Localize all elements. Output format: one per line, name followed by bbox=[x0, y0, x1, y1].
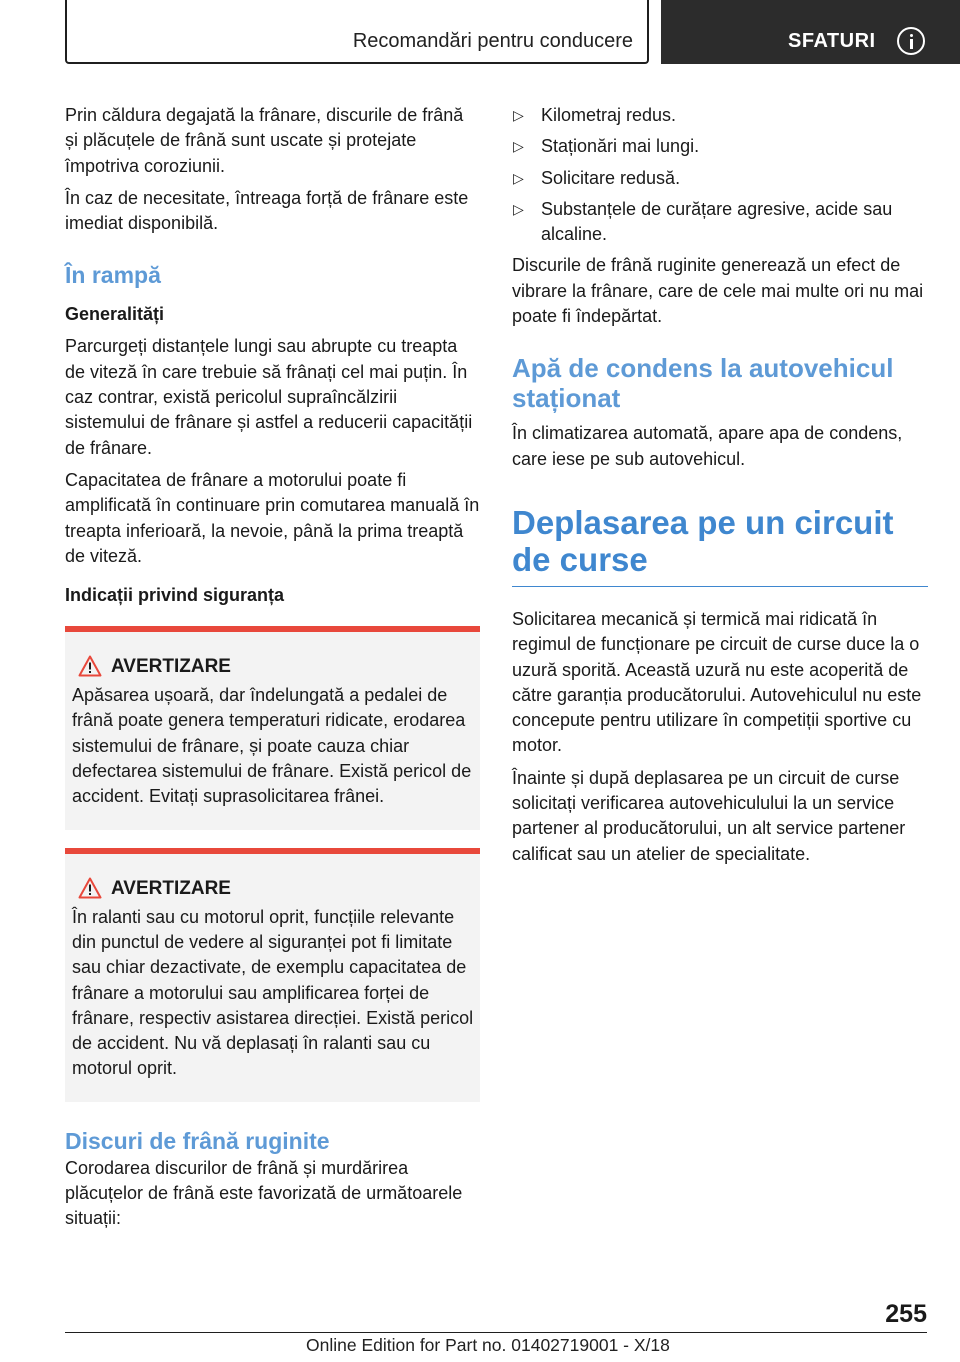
paragraph: Parcurgeți distanțele lungi sau abrupte cu treapta de viteză în care trebuie să frânați cel mai puțin. În caz contrar, există pericolul supraîncălzirii sistemului de frânare și astfel a reducerii capacității de frânare. bbox=[65, 336, 473, 458]
warning-triangle-icon bbox=[78, 655, 102, 677]
warning-box bbox=[65, 626, 480, 829]
heading-rusty-discs: Discuri de frână ruginite bbox=[65, 1127, 330, 1154]
footer-edition: Online Edition for Part no. 01402719001 - X/18 bbox=[306, 1335, 670, 1355]
right-column bbox=[512, 103, 928, 874]
paragraph: În caz de necesitate, întreaga forță de frânare este imediat disponibilă. bbox=[65, 187, 469, 234]
paragraph: Solicitarea mecanică și termică mai ridicată în regimul de funcționare pe circuit de curse duce la o uzură sporită. Această uzură nu este acoperită de către garanția producătorului. Autovehiculul nu este concepute pentru utilizare în competiții sportive cu motor. bbox=[512, 608, 922, 756]
paragraph: Discurile de frână ruginite generează un efect de vibrare la frânare, care de cele mai multe ori nu mai poate fi îndepărtat. bbox=[512, 255, 924, 327]
heading-ramp: În rampă bbox=[65, 262, 161, 289]
paragraph: Capacitatea de frânare a motorului poate fi amplificată în continuare prin comutarea manuală în treapta inferioară, la nevoie, până la prima treaptă de viteză. bbox=[65, 469, 480, 566]
header-chapter-tab bbox=[661, 0, 960, 64]
paragraph: Prin căldura degajată la frânare, discurile de frână și plăcuțele de frână sunt uscate și protejate împotriva coroziunii. bbox=[65, 105, 464, 176]
paragraph: În climatizarea automată, apare apa de condens, care iese pe sub autovehicul. bbox=[512, 423, 903, 469]
warning-triangle-icon bbox=[78, 877, 102, 899]
triangle-bullet-icon: ▷ bbox=[513, 138, 524, 155]
section-title: Recomandări pentru conducere bbox=[352, 30, 633, 52]
chapter-title: SFATURI bbox=[788, 30, 876, 52]
heading-race-track: Deplasarea pe un circuit de curse bbox=[512, 504, 928, 587]
warning-title: AVERTIZARE bbox=[72, 876, 474, 902]
left-column bbox=[65, 103, 480, 1239]
list-item: ▷ Substanțele de curățare agresive, acide sau alcaline. bbox=[513, 198, 893, 245]
info-icon bbox=[897, 27, 925, 55]
heading-general: Generalități bbox=[65, 304, 165, 325]
heading-safety: Indicații privind siguranța bbox=[65, 585, 285, 606]
warning-text: Apăsarea ușoară, dar îndelungată a pedalei de frână poate genera temperaturi ridicate, erodarea sistemului de frânare, și poate cauza chiar defectarea sistemului de frânare. Există pericol de accident. Evitați suprasolicitarea frânei. bbox=[72, 685, 472, 807]
heading-condensation: Apă de condens la autovehicul staționat bbox=[512, 353, 894, 414]
list-item: ▷ Kilometraj redus. bbox=[512, 103, 928, 128]
header-section-tab bbox=[65, 0, 649, 64]
warning-text: În ralanti sau cu motorul oprit, funcțiile relevante din punctul de vedere al siguranței pot fi limitate sau chiar dezactivate, de exemplu capacitatea de frânare a motorului sau amplificarea forței de frânare, respectiv asistarea direcției. Există pericol de accident. Nu vă deplasați în ralanti sau cu motorul oprit. bbox=[72, 906, 474, 1079]
list-item: ▷ Solicitare redusă. bbox=[512, 166, 928, 191]
list-item: ▷ Staționări mai lungi. bbox=[512, 134, 928, 159]
page-number: 255 bbox=[885, 1300, 927, 1328]
warning-box bbox=[65, 848, 480, 1102]
triangle-bullet-icon: ▷ bbox=[513, 200, 524, 217]
bullet-list bbox=[512, 103, 928, 247]
paragraph: Înainte și după deplasarea pe un circuit de curse solicitați verificarea autovehiculului la un service partener al producătorului, un alt service partener calificat sau un atelier de specialitate. bbox=[512, 767, 906, 864]
warning-title: AVERTIZARE bbox=[72, 654, 474, 680]
footer-divider bbox=[65, 1332, 927, 1333]
triangle-bullet-icon: ▷ bbox=[513, 107, 524, 123]
triangle-bullet-icon: ▷ bbox=[513, 169, 524, 186]
paragraph: Corodarea discurilor de frână și murdărirea plăcuțelor de frână este favorizată de următoarele situații: bbox=[65, 1157, 463, 1229]
